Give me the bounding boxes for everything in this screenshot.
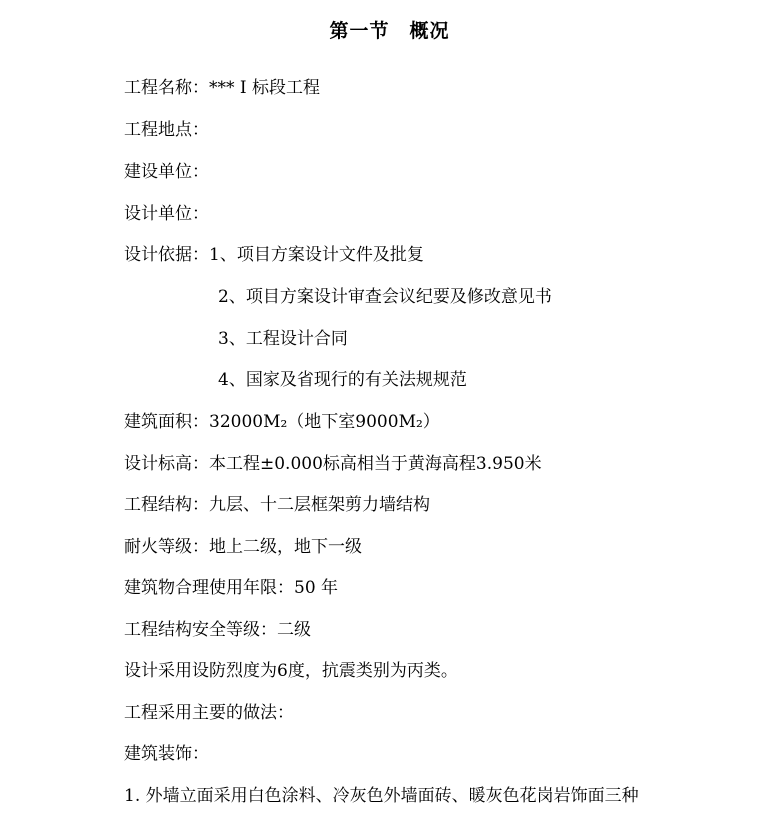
decoration-item-1-line: 1. 外墙立面采用白色涂料、冷灰色外墙面砖、暖灰色花岗岩饰面三种 [124, 786, 639, 806]
design-basis-line: 设计依据：1、项目方案设计文件及批复 [124, 245, 424, 265]
design-elevation-line: 设计标高：本工程±0.000标高相当于黄海高程3.950米 [124, 454, 542, 474]
project-location-line: 工程地点： [124, 120, 209, 140]
fire-rating-line: 耐火等级：地上二级，地下一级 [124, 537, 362, 557]
structure-line: 工程结构：九层、十二层框架剪力墙结构 [124, 495, 430, 515]
service-life-line: 建筑物合理使用年限：50 年 [124, 578, 339, 598]
design-unit-line: 设计单位： [124, 204, 209, 224]
section-title: 第一节 概况 [329, 20, 450, 42]
building-area-line: 建筑面积：32000M₂（地下室9000M₂） [124, 412, 440, 432]
seismic-line: 设计采用设防烈度为6度，抗震类别为丙类。 [124, 661, 458, 681]
project-name-line: 工程名称：*** Ⅰ 标段工程 [124, 78, 321, 98]
construction-unit-line: 建设单位： [124, 162, 209, 182]
design-basis-item-4: 4、国家及省现行的有关法规规范 [218, 370, 467, 390]
decoration-heading-line: 建筑装饰： [124, 744, 209, 764]
design-basis-item-3: 3、工程设计合同 [218, 329, 348, 349]
main-methods-line: 工程采用主要的做法： [124, 703, 294, 723]
safety-grade-line: 工程结构安全等级：二级 [124, 620, 311, 640]
design-basis-item-2: 2、项目方案设计审查会议纪要及修改意见书 [218, 287, 552, 307]
